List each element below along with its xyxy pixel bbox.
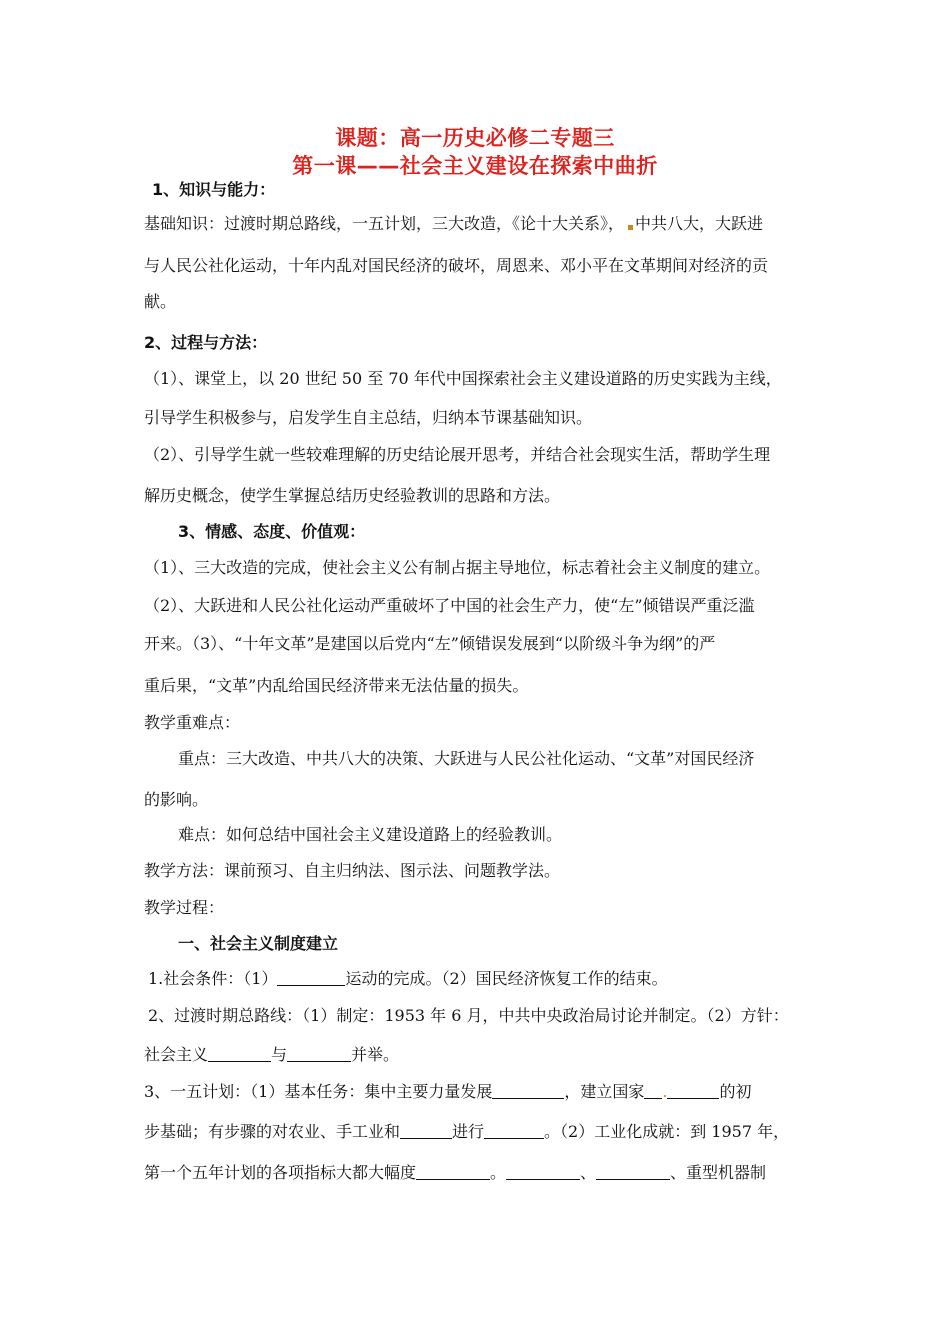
- highlight-marker-icon: [628, 225, 633, 230]
- section1-paragraph-line-1: [144, 214, 763, 234]
- section1-paragraph-line-2: 与人民公社化运动，十年内乱对国民经济的破坏，周恩来、邓小平在文革期间对经济的贡: [144, 256, 769, 275]
- question-3-text-c4: 、重型机器制: [670, 1163, 767, 1182]
- question-3-line-3: [144, 1163, 766, 1183]
- question-3-text-c2: 。: [490, 1163, 507, 1182]
- question-3-text-b2: 进行: [452, 1122, 485, 1141]
- section1-heading: 1、知识与能力：: [152, 180, 276, 199]
- question-2-text-3: 并举。: [351, 1045, 400, 1064]
- question-1-text-a: 1.社会条件：（1）: [148, 969, 278, 988]
- question-3-line-1: [144, 1082, 752, 1102]
- question-2-text-1: 社会主义: [144, 1045, 209, 1064]
- question-2-text-2: 与: [271, 1045, 288, 1064]
- section3-line-1: （1）、三大改造的完成，使社会主义公有制占据主导地位，标志着社会主义制度的建立。: [144, 558, 771, 577]
- section1-text-b: 中共八大，大跃进: [635, 214, 764, 233]
- section3-line-3: 开来。（3）、“十年文革”是建国以后党内“左”倾错误发展到“以阶级斗争为纲”的严: [144, 634, 716, 653]
- question-2-line-2: [144, 1045, 399, 1065]
- title-line-2: 第一课——社会主义建设在探索中曲折: [292, 154, 658, 178]
- section2-line-4: 解历史概念，使学生掌握总结历史经验教训的思路和方法。: [144, 486, 561, 505]
- fill-blank[interactable]: [484, 1122, 544, 1139]
- section3-heading: 3、情感、态度、价值观：: [178, 522, 366, 541]
- question-3-text-a1: 3、一五计划：（1）基本任务：集中主要力量发展: [144, 1082, 493, 1101]
- question-3-line-2: [144, 1122, 789, 1142]
- question-3-text-b1: 步基础；有步骤的对农业、手工业和: [144, 1122, 401, 1141]
- key-points-line-1: 重点：三大改造、中共八大的决策、大跃进与人民公社化运动、“文革”对国民经济: [178, 749, 755, 768]
- key-points-line-2: 的影响。: [144, 790, 209, 809]
- question-3-text-a3: .: [662, 1082, 668, 1101]
- question-3-text-c3: 、: [580, 1163, 597, 1182]
- question-2-line-1: 2、过渡时期总路线：（1）制定：1953 年 6 月，中共中央政治局讨论并制定。（2）方针：: [148, 1006, 789, 1025]
- fill-blank[interactable]: [277, 969, 345, 986]
- keypoints-label: 教学重难点：: [144, 713, 241, 732]
- section2-line-2: 引导学生积极参与，启发学生自主总结，归纳本节课基础知识。: [144, 408, 593, 427]
- title-line-1: 课题：高一历史必修二专题三: [335, 126, 615, 150]
- question-3-text-a4: 的初: [719, 1082, 752, 1101]
- section2-line-1: （1）、课堂上，以 20 世纪 50 至 70 年代中国探索社会主义建设道路的历史实践为主线，: [144, 369, 782, 388]
- fill-blank[interactable]: [400, 1122, 452, 1139]
- question-3-text-c1: 第一个五年计划的各项指标大都大幅度: [144, 1163, 417, 1182]
- section2-heading: 2、过程与方法：: [144, 333, 268, 352]
- fill-blank[interactable]: [667, 1082, 719, 1099]
- fill-blank[interactable]: [287, 1045, 351, 1062]
- section1-paragraph-line-3: 献。: [144, 292, 177, 311]
- question-1: [148, 969, 668, 989]
- fill-blank[interactable]: [644, 1082, 662, 1099]
- teaching-methods: 教学方法：课前预习、自主归纳法、图示法、问题教学法。: [144, 861, 561, 880]
- fill-blank[interactable]: [416, 1163, 490, 1180]
- section3-line-2: （2）、大跃进和人民公社化运动严重破坏了中国的社会生产力，使“左”倾错误严重泛滥: [144, 596, 755, 615]
- process-label: 教学过程：: [144, 898, 225, 917]
- question-1-text-b: 运动的完成。（2）国民经济恢复工作的结束。: [345, 969, 668, 988]
- fill-blank[interactable]: [506, 1163, 580, 1180]
- section2-line-3: （2）、引导学生就一些较难理解的历史结论展开思考，并结合社会现实生活，帮助学生理: [144, 445, 771, 464]
- question-3-text-a2: ，建立国家: [564, 1082, 645, 1101]
- question-3-text-b3: 。（2）工业化成就：到 1957 年，: [544, 1122, 790, 1141]
- fill-blank[interactable]: [208, 1045, 271, 1062]
- fill-blank[interactable]: [596, 1163, 670, 1180]
- section3-line-4: 重后果，“文革”内乱给国民经济带来无法估量的损失。: [144, 676, 529, 695]
- fill-blank[interactable]: [492, 1082, 564, 1099]
- section1-text-a: 基础知识：过渡时期总路线，一五计划，三大改造，《论十大关系》，: [144, 214, 625, 233]
- part1-heading: 一、社会主义制度建立: [178, 934, 339, 953]
- difficult-points: 难点：如何总结中国社会主义建设道路上的经验教训。: [178, 825, 563, 844]
